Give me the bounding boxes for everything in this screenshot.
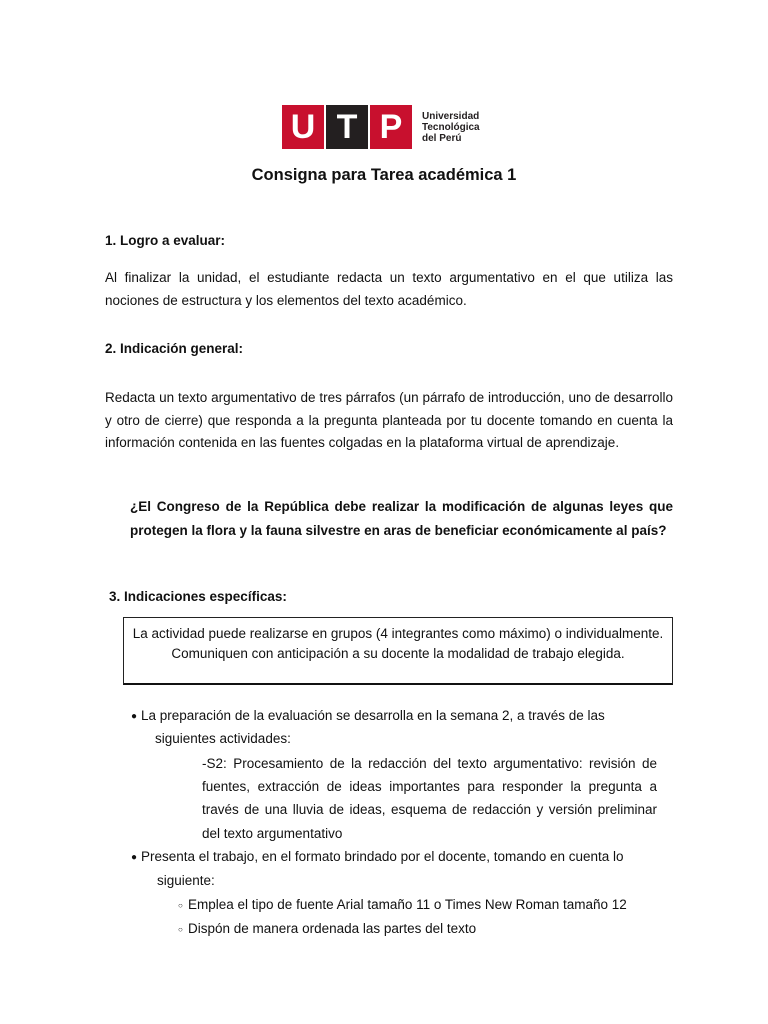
info-box bbox=[123, 617, 673, 685]
section1-body: Al finalizar la unidad, el estudiante redacta un texto argumentativo en el que utiliza las nociones de estructura y los elementos del texto académico. bbox=[105, 270, 673, 308]
bullet2-text: Presenta el trabajo, en el formato brindado por el docente, tomando en cuenta lo bbox=[141, 849, 624, 864]
document-title: Consigna para Tarea académica 1 bbox=[251, 166, 517, 184]
logo-wordmark bbox=[422, 111, 480, 144]
bullet-item bbox=[131, 705, 605, 729]
utp-logo bbox=[282, 105, 480, 149]
logo-text-line: del Perú bbox=[422, 132, 462, 144]
bullet-dot-icon: ● bbox=[131, 852, 138, 863]
circle-bullet-icon: ○ bbox=[178, 901, 183, 910]
section1-heading: 1. Logro a evaluar: bbox=[105, 233, 226, 248]
logo-text-line: Tecnológica bbox=[422, 121, 480, 133]
circle-bullet-icon: ○ bbox=[178, 925, 183, 934]
bullet-dot-icon: ● bbox=[131, 711, 138, 722]
bullet1-continuation: siguientes actividades: bbox=[155, 731, 291, 746]
sub-item-text: Dispón de manera ordenada las partes del texto bbox=[188, 921, 477, 936]
sub-list-item bbox=[178, 894, 627, 918]
bullet2-continuation: siguiente: bbox=[157, 873, 215, 888]
logo-letter-p: P bbox=[370, 105, 412, 149]
info-box-text: La actividad puede realizarse en grupos (4 integrantes como máximo) o individualmente. Comuniquen con anticipación a su docente la modalidad de trabajo elegida. bbox=[132, 626, 664, 661]
sub-item-text: Emplea el tipo de fuente Arial tamaño 11 o Times New Roman tamaño 12 bbox=[188, 897, 627, 912]
sub-list-item bbox=[178, 918, 476, 942]
section2-heading: 2. Indicación general: bbox=[105, 341, 244, 356]
logo-letter-t: T bbox=[326, 105, 368, 149]
question-text: ¿El Congreso de la República debe realizar la modificación de algunas leyes que protegen la flora y la fauna silvestre en aras de beneficiar económicamente al país? bbox=[130, 499, 673, 538]
bullet-item bbox=[131, 846, 624, 870]
logo-letter-u: U bbox=[282, 105, 324, 149]
bullet1-text: La preparación de la evaluación se desarrolla en la semana 2, a través de las bbox=[141, 708, 605, 723]
logo-text-line: Universidad bbox=[422, 110, 480, 122]
section3-heading: 3. Indicaciones específicas: bbox=[109, 589, 287, 604]
bullet1-subtext: -S2: Procesamiento de la redacción del texto argumentativo: revisión de fuentes, extracción de ideas importantes para responder la pregunta a través de una lluvia de ideas, esquema de redacción y versión preliminar del texto argumentativo bbox=[202, 756, 657, 841]
section2-body: Redacta un texto argumentativo de tres párrafos (un párrafo de introducción, uno de desarrollo y otro de cierre) que responda a la pregunta planteada por tu docente tomando en cuenta la información contenida en las fuentes colgadas en la plataforma virtual de aprendizaje. bbox=[105, 390, 673, 450]
